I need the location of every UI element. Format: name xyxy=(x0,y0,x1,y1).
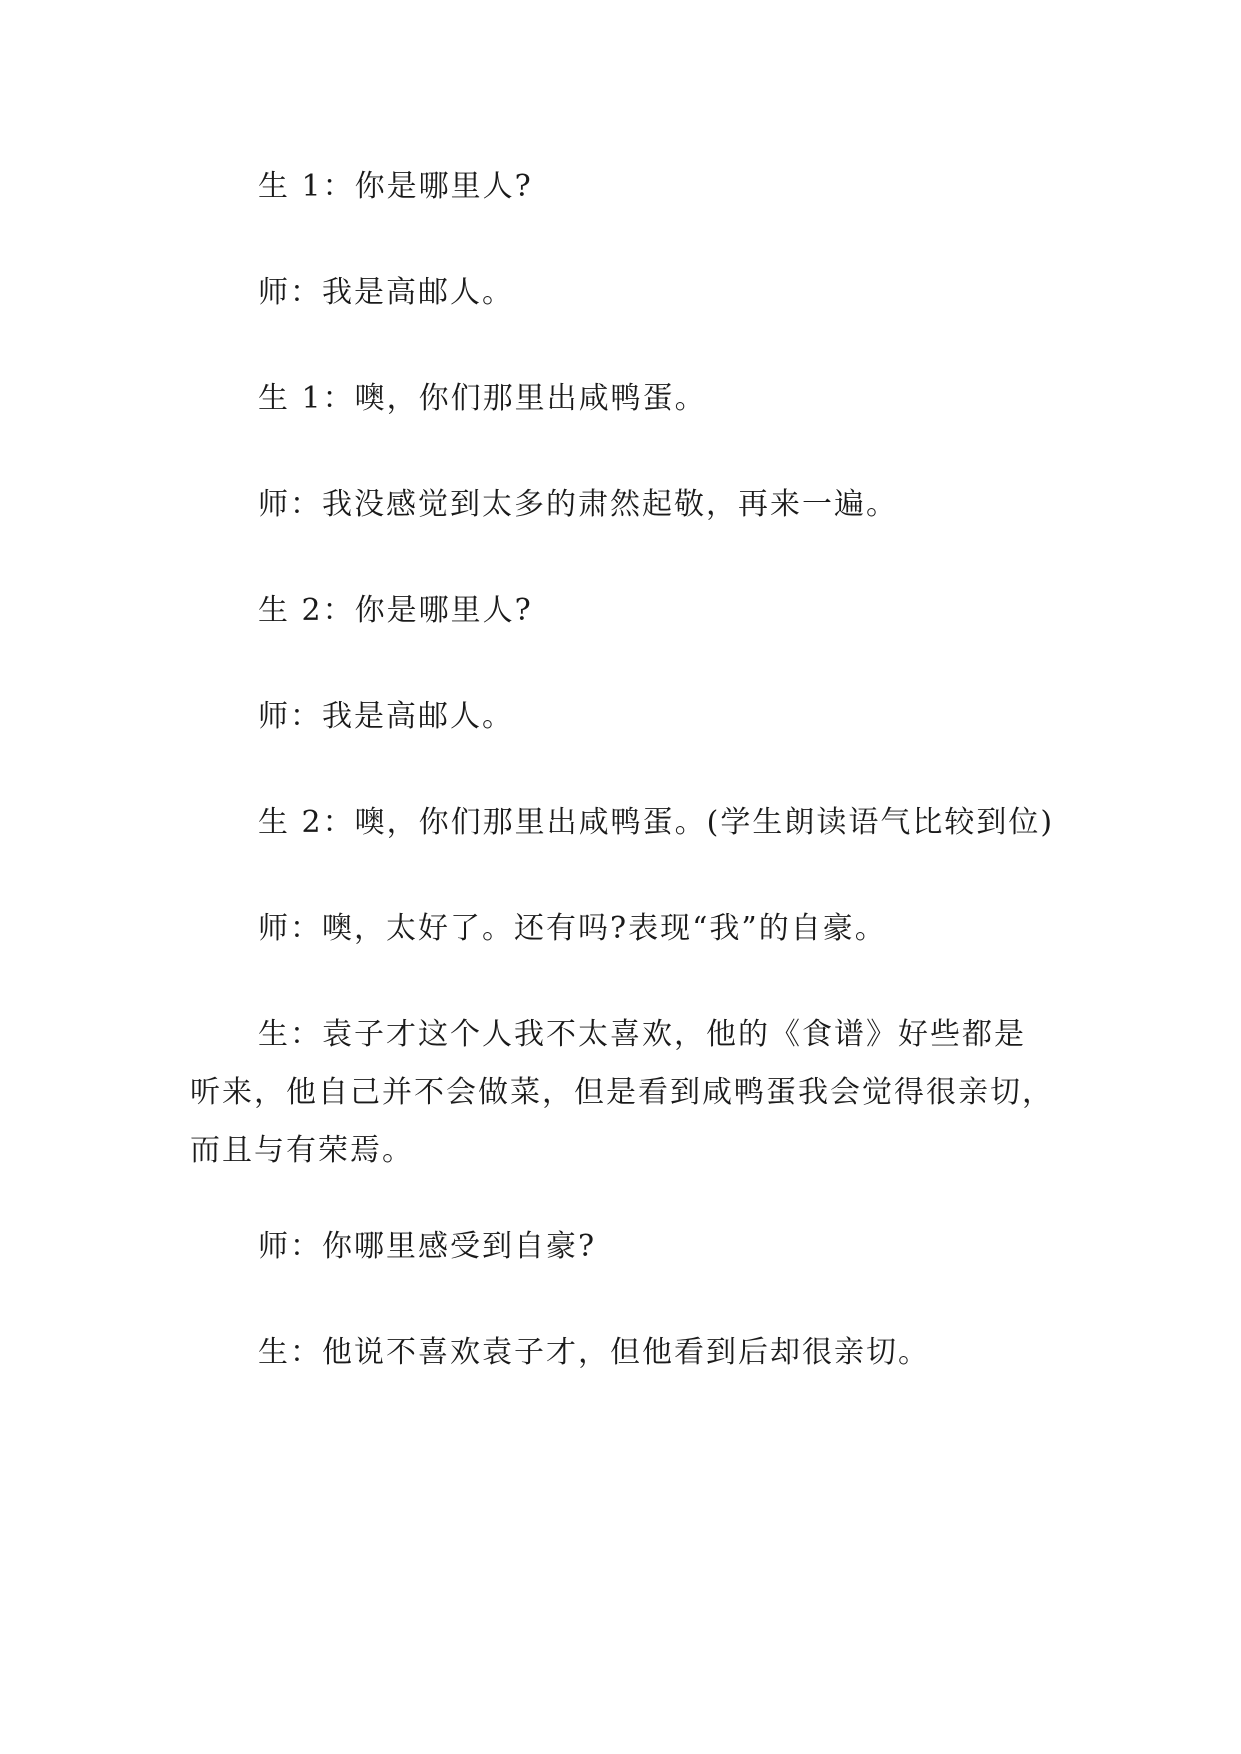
paragraph-teacher-praise: 师：噢，太好了。还有吗?表现“我”的自豪。 xyxy=(258,911,887,946)
paragraph-teacher-comment: 师：我没感觉到太多的肃然起敬，再来一遍。 xyxy=(258,487,898,522)
paragraph-teacher-answer: 师：我是高邮人。 xyxy=(258,275,514,310)
paragraph-student1-question: 生 1：你是哪里人? xyxy=(258,169,533,204)
paragraph-teacher-question: 师：你哪里感受到自豪? xyxy=(258,1229,597,1264)
paragraph-teacher-answer-2: 师：我是高邮人。 xyxy=(258,699,514,734)
paragraph-student1-reply: 生 1：噢，你们那里出咸鸭蛋。 xyxy=(258,381,707,416)
paragraph-student2-question: 生 2：你是哪里人? xyxy=(258,593,533,628)
paragraph-student2-reply: 生 2：噢，你们那里出咸鸭蛋。(学生朗读语气比较到位) xyxy=(258,805,1055,840)
paragraph-student-long-answer: 生：袁子才这个人我不太喜欢，他的《食谱》好些都是听来，他自己并不会做菜，但是看到咸鸭蛋我会觉得很亲切，而且与有荣焉。 xyxy=(190,1017,1054,1168)
paragraph-student-final-answer: 生：他说不喜欢袁子才，但他看到后却很亲切。 xyxy=(258,1335,930,1370)
